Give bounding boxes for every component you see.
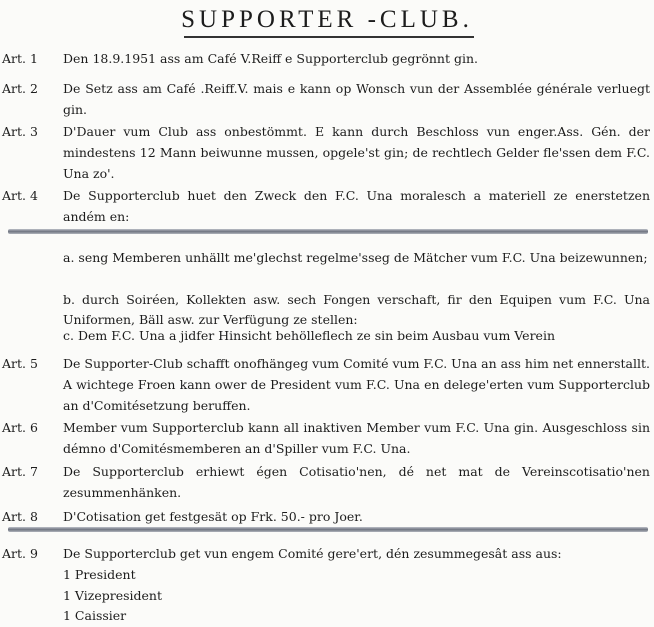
article-text: Member vum Supporterclub kann all inaktiven Member vum F.C. Una gin. Ausgeschloss sin démno d'Comitésmemberen an d'Spiller vum F.C. Una. bbox=[63, 420, 650, 456]
article-number: Art. 1 bbox=[2, 51, 38, 66]
article-number: Art. 8 bbox=[2, 509, 38, 524]
title-underline bbox=[184, 36, 474, 38]
article-text: De Supporterclub erhiewt égen Cotisatio'nen, dé net mat de Vereinscotisatio'nen zesummenhänken. bbox=[63, 464, 650, 500]
article-number: Art. 4 bbox=[2, 188, 38, 203]
article-number: Art. 3 bbox=[2, 124, 38, 139]
comite-member: 1 Caissier bbox=[63, 608, 127, 623]
article-number: Art. 6 bbox=[2, 420, 38, 435]
article-4-item-a: a. seng Memberen unhällt me'glechst regelme'sseg de Mätcher vum F.C. Una beizewunnen; bbox=[63, 250, 648, 265]
article-number: Art. 2 bbox=[2, 81, 38, 96]
article-number: Art. 5 bbox=[2, 356, 38, 371]
article-text: De Supporterclub huet den Zweck den F.C. Una moralesch a materiell ze enerstetzen andém en: bbox=[63, 188, 650, 224]
document-title: SUPPORTER -CLUB. bbox=[181, 6, 473, 33]
divider-bar bbox=[8, 229, 648, 234]
comite-member: 1 President bbox=[63, 567, 136, 582]
article-text: Den 18.9.1951 ass am Café V.Reiff e Supporterclub gegrönnt gin. bbox=[63, 51, 478, 66]
article-4-item-c: c. Dem F.C. Una a jidfer Hinsicht behölleflech ze sin beim Ausbau vum Verein bbox=[63, 328, 556, 343]
article-text: De Supporterclub get vun engem Comité gere'ert, dén zesummegesât ass aus: bbox=[63, 546, 562, 561]
article-number: Art. 7 bbox=[2, 464, 38, 479]
article-text: D'Cotisation get festgesät op Frk. 50.- pro Joer. bbox=[63, 509, 363, 524]
divider-bar bbox=[8, 527, 648, 532]
article-text: De Setz ass am Café .Reiff.V. mais e kann op Wonsch vun der Assemblée générale verluegt gin. bbox=[63, 81, 650, 117]
article-4-item-b: b. durch Soiréen, Kollekten asw. sech Fongen verschaft, fir den Equipen vum F.C. Una Uniformen, Bäll asw. zur Verfügung ze stellen: bbox=[63, 292, 650, 327]
article-number: Art. 9 bbox=[2, 546, 38, 561]
comite-member: 1 Vizepresident bbox=[63, 588, 162, 603]
article-text: D'Dauer vum Club ass onbestömmt. E kann durch Beschloss vun enger.Ass. Gén. der mindestens 12 Mann beiwunne mussen, opgele'st gin; de rechtlech Gelder fle'ssen dem F.C. Una zo'. bbox=[63, 124, 650, 181]
article-text: De Supporter-Club schafft onofhängeg vum Comité vum F.C. Una an ass him net ennerstallt. A wichtege Froen kann ower de President vum F.C. Una en delege'erten vum Supporterclub an d'Comitésetzung beruffen. bbox=[63, 356, 650, 413]
